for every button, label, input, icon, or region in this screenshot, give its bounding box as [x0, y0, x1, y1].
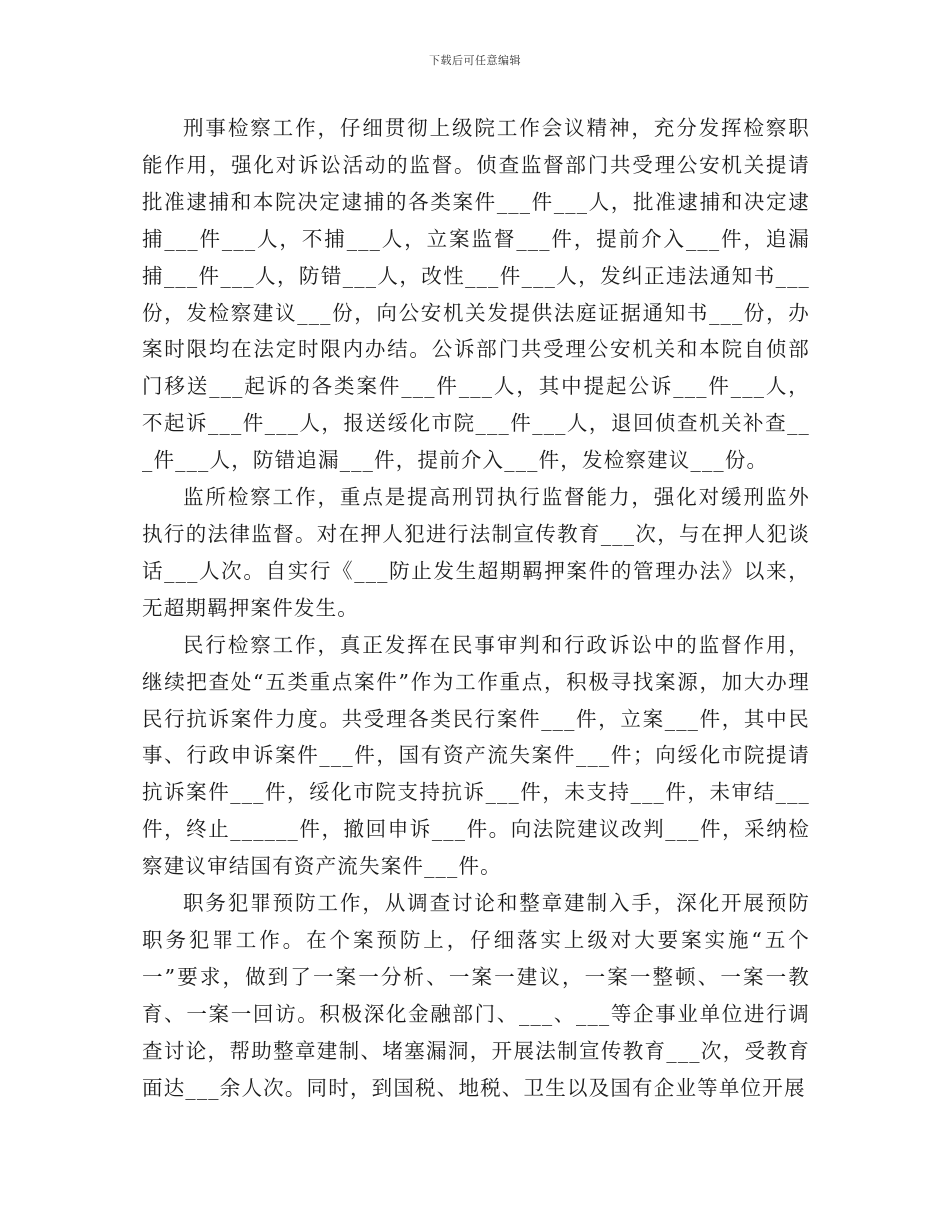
paragraph-civil-administrative: 民行检察工作，真正发挥在民事审判和行政诉讼中的监督作用，继续把查处“五类重点案件”作为工作重点，积极寻找案源，加大办理民行抗诉案件力度。共受理各类民行案件___件，立案___件，其中民事、行政申诉案件___件，国有资产流失案件___件；向绥化市院提请抗诉案件___件，绥化市院支持抗诉___件，未支持___件，未审结___件，终止______件，撤回申诉___件。向法院建议改判___件，采纳检察建议审结国有资产流失案件___件。	[142, 632, 810, 879]
page-header-note: 下载后可任意编辑	[429, 54, 521, 67]
paragraph-crime-prevention: 职务犯罪预防工作，从调查讨论和整章建制入手，深化开展预防职务犯罪工作。在个案预防上，仔细落实上级对大要案实施“五个一”要求，做到了一案一分析、一案一建议，一案一整顿、一案一教育、一案一回访。积极深化金融部门、___、___等企事业单位进行调查讨论，帮助整章建制、堵塞漏洞，开展法制宣传教育___次，受教育面达___余人次。同时，到国税、地税、卫生以及国有企业等单位开展	[142, 891, 810, 1100]
document-body	[142, 110, 810, 1106]
paragraph-criminal-prosecution: 刑事检察工作，仔细贯彻上级院工作会议精神，充分发挥检察职能作用，强化对诉讼活动的监督。侦查监督部门共受理公安机关提请批准逮捕和本院决定逮捕的各类案件___件___人，批准逮捕和决定逮捕___件___人，不捕___人，立案监督___件，提前介入___件，追漏捕___件___人，防错___人，改性___件___人，发纠正违法通知书___份，发检察建议___份，向公安机关发提供法庭证据通知书___份，办案时限均在法定时限内办结。公诉部门共受理公安机关和本院自侦部门移送___起诉的各类案件___件___人，其中提起公诉___件___人，不起诉___件___人，报送绥化市院___件___人，退回侦查机关补查___件___人，防错追漏___件，提前介入___件，发检察建议___份。	[142, 116, 810, 473]
paragraph-prison-supervision: 监所检察工作，重点是提高刑罚执行监督能力，强化对缓刑监外执行的法律监督。对在押人犯进行法制宣传教育___次，与在押人犯谈话___人次。自实行《___防止发生超期羁押案件的管理办法》以来，无超期羁押案件发生。	[142, 485, 810, 620]
